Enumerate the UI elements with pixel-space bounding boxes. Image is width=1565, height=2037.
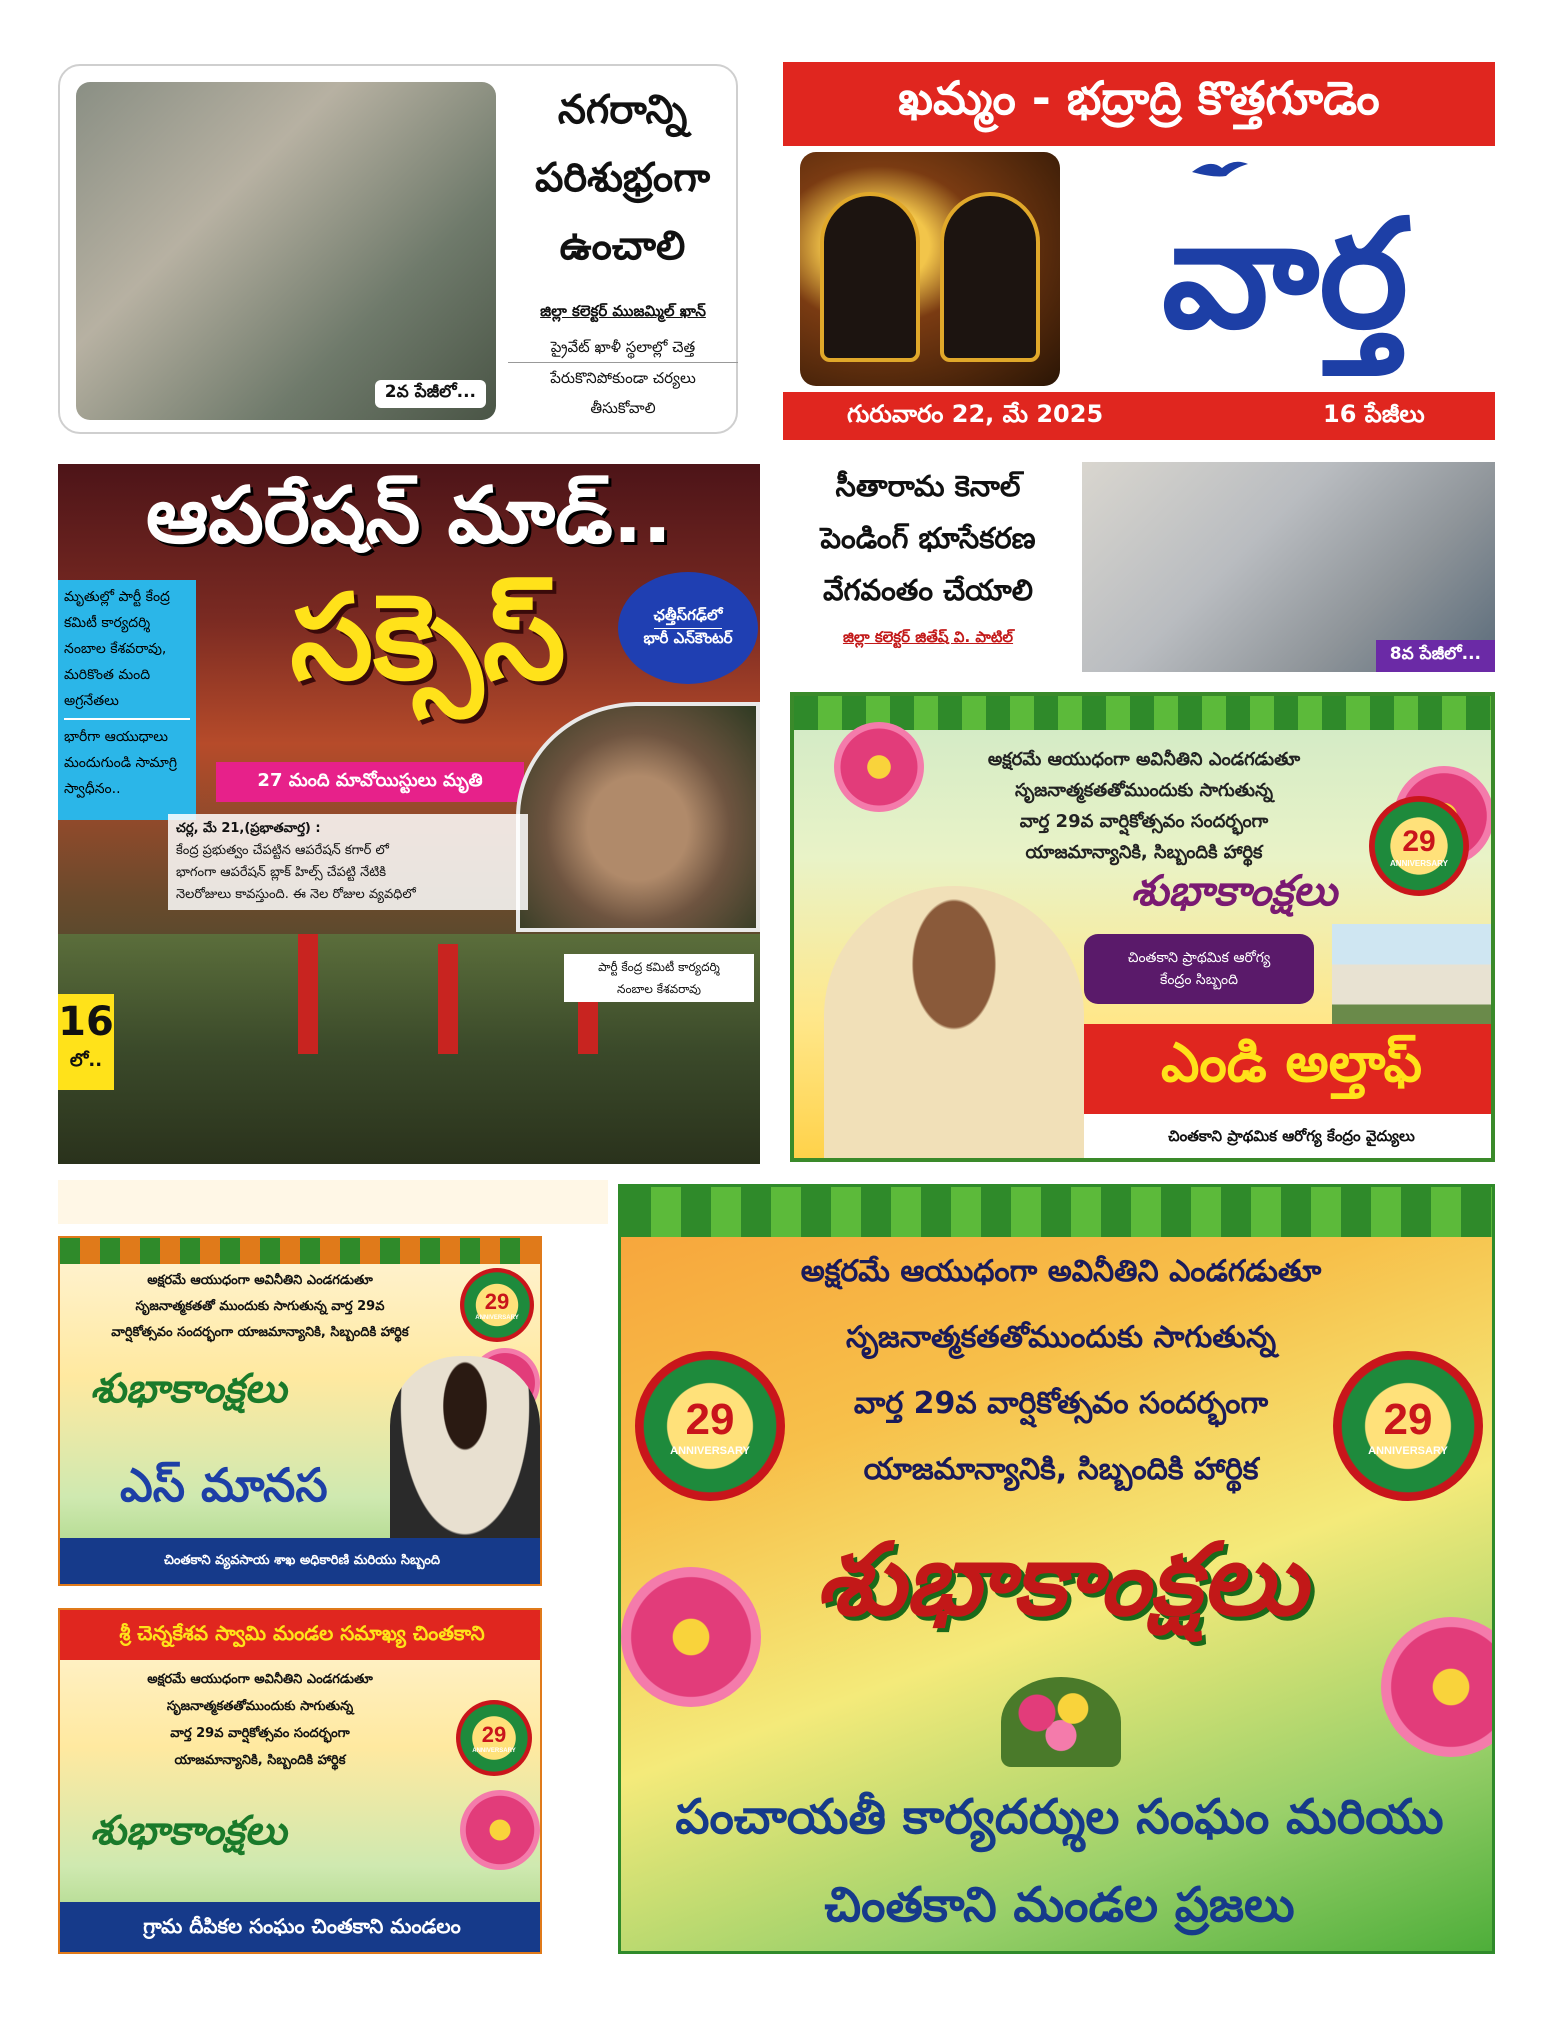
office-meeting-photo [1082,462,1495,672]
continued-page-ref[interactable]: 16 లో.. [58,994,114,1090]
sangam-header: శ్రీ చెన్నకేశవ స్వామి మండల సమాఖ్య చింతకాని [60,1610,542,1660]
panchayat-greeting: అక్షరమే ఆయుధంగా అవినీతిని ఎండగడుతూ సృజనాత్మకతతోముందుకు సాగుతున్న వార్త 29వ వార్షికోత్సవం సందర్భంగా యాజమాన్యానికి, సిబ్బందికి హార్థిక [800,1254,1322,1487]
panchayat-wish: శుభాకాంక్షలు [815,1521,1307,1638]
ad-panchayat[interactable] [618,1184,1495,1954]
lead-side-box: మృతుల్లో పార్టీ కేంద్ర కమిటీ కార్యదర్శి నంబాల కేశవరావు, మరికొంత మంది అగ్రనేతలు భారీగా ఆయుధాలు మందుగుండి సామాగ్రి స్వాధీనం.. [58,580,196,820]
top-story-subhead: ప్రైవేట్ ఖాళీ స్థలాల్లో చెత్త పేరుకొనిపోకుండా చర్యలు తీసుకోవాలి [508,332,738,423]
lead-body-text[interactable]: చర్ల, మే 21,(ప్రభాతవార్త) : కేంద్ర ప్రభుత్వం చేపట్టిన ఆపరేషన్ కగార్ లో భాగంగా ఆపరేషన్ బ్లాక్ హిల్స్ చేపట్టి నేటికి నెలరోజులు కావస్తుంది. ఈ నెల రోజుల వ్యవధిలో [168,814,528,910]
manasa-portrait [390,1356,540,1556]
phc-staff-box: చింతకాని ప్రాథమిక ఆరోగ్య కేంద్రం సిబ్బంది [1084,934,1314,1004]
ad-sangam[interactable] [58,1608,542,1954]
anniversary-badge-right-icon: 29 ANNIVERSARY [1333,1351,1483,1501]
blank-ad-strip [58,1180,608,1224]
masthead-date-bar [783,392,1495,440]
lead-headline-top: ఆపరేషన్ మాడ్.. [145,470,673,561]
keshava-rao-photo [516,702,760,932]
panchayat-footer: పంచాయతీ కార్యదర్శుల సంఘం మరియు చింతకాని మండల ప్రజలు [675,1789,1444,1933]
manasa-greeting: అక్షరమే ఆయుధంగా అవినీతిని ఎండగడుతూ సృజనాత్మకతతో ముందుకు సాగుతున్న వార్త 29వ వార్షికోత్సవం సందర్భంగా యాజమాన్యానికి, సిబ్బందికి హార్థిక [111,1273,409,1340]
photo-caption: పార్టీ కేంద్ర కమిటీ కార్యదర్శి నంబాల కేశవరావు [564,954,754,1002]
collector-inspection-photo [76,82,496,420]
canal-byline: జిల్లా కలెక్టర్ జితేష్ వి. పాటిల్ [842,628,1014,646]
manasa-name: ఎస్ మానస [120,1458,328,1512]
ad-doctor[interactable] [790,692,1495,1162]
sangam-wish: శుభాకాంక్షలు [90,1808,287,1854]
masthead-logo: వార్త [1161,188,1409,362]
ad-manasa[interactable] [58,1236,542,1586]
page-ref-badge: 2వ పేజీలో... [375,380,486,408]
deaths-banner: 27 మంది మావోయిస్టులు మృతి [216,762,524,802]
doctor-name: ఎండి అల్తాఫ్ [1084,1024,1495,1114]
sangam-greeting: అక్షరమే ఆయుధంగా అవినీతిని ఎండగడుతూ సృజనాత్మకతతోముందుకు సాగుతున్న వార్త 29వ వార్షికోత్సవం సందర్భంగా యాజమాన్యానికి, సిబ్బందికి హార్థిక [147,1672,373,1768]
issue-date: గురువారం 22, మే 2025 [847,400,1104,428]
doctor-title: చింతకాని ప్రాథమిక ఆరోగ్య కేంద్రం వైద్యులు [1084,1114,1495,1162]
sangam-footer: గ్రామ దీపికల సంఘం చింతకాని మండలం [60,1902,542,1954]
encounter-bubble: ఛత్తీస్‌గఢ్‌లో భారీ ఎన్‌కౌంటర్ [618,572,758,684]
temple-deity-image [800,152,1060,386]
anniversary-badge-icon: 29 ANNIVERSARY [1369,796,1469,896]
manasa-title: చింతకాని వ్యవసాయ శాఖ అధికారిణి మరియు సిబ్బంది [60,1538,542,1586]
page-count: 16 పేజీలు [1323,400,1425,428]
top-story-headline[interactable]: నగరాన్ని పరిశుభ్రంగా ఉంచాలి [534,87,711,269]
top-story-card[interactable] [58,64,738,434]
anniversary-badge-icon: 29 ANNIVERSARY [460,1268,534,1342]
doctor-greeting: అక్షరమే ఆయుధంగా అవినీతిని ఎండగడుతూ సృజనాత్మకతతోముందుకు సాగుతున్న వార్త 29వ వార్షికోత్సవం సందర్భంగా యాజమాన్యానికి, సిబ్బందికి హార్థిక [987,749,1301,863]
manasa-wish: శుభాకాంక్షలు [90,1366,287,1412]
canal-headline[interactable]: సీతారామ కెనాల్ పెండింగ్ భూసేకరణ వేగవంతం చేయాలి [820,469,1036,607]
lead-story[interactable] [58,464,760,1164]
doctor-wish: శుభాకాంక్షలు [1130,866,1338,915]
masthead-edition-bar: ఖమ్మం - భద్రాద్రి కొత్తగూడెం [783,62,1495,146]
canal-page-ref: 8వ పేజీలో... [1376,640,1495,672]
doctor-portrait [824,886,1084,1162]
lead-headline-main: సక్సెస్ [290,567,566,706]
phc-building-photo [1332,924,1494,1024]
anniversary-badge-icon: 29 ANNIVERSARY [456,1700,532,1776]
top-story-byline: జిల్లా కలెక్టర్ ముజమ్మిల్ ఖాన్ [540,302,706,320]
flower-bouquet-icon [1001,1677,1121,1767]
anniversary-badge-left-icon: 29 ANNIVERSARY [635,1351,785,1501]
